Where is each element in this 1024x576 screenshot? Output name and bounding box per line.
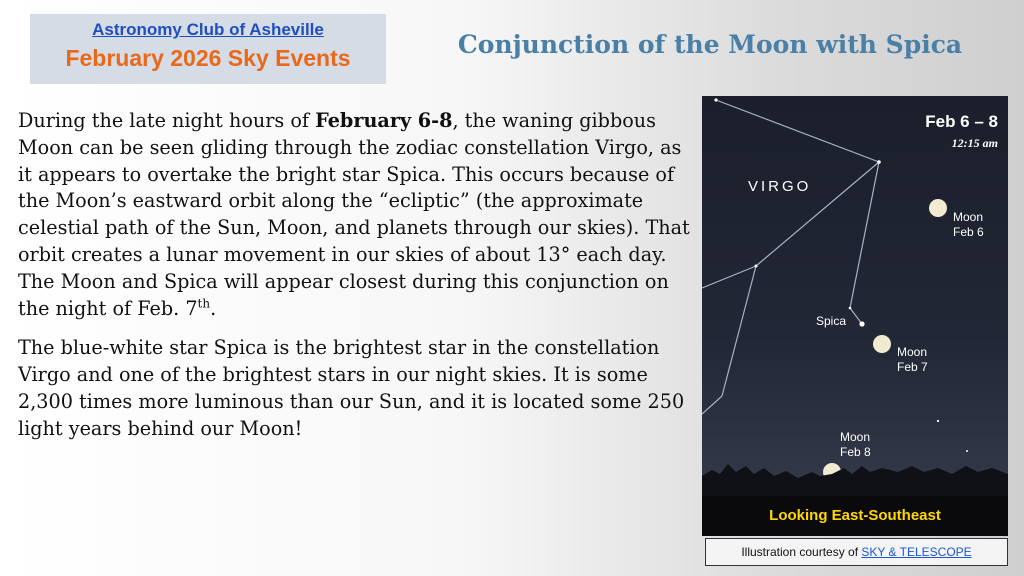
- p1-superscript: th: [197, 296, 211, 311]
- constellation-lines: [702, 100, 879, 414]
- spica-label: Spica: [816, 314, 847, 328]
- moon-feb7-line2: Feb 7: [897, 360, 928, 374]
- credit-prefix: Illustration courtesy of: [741, 545, 862, 559]
- p1-pre: During the late night hours of: [18, 109, 316, 132]
- sky-telescope-link[interactable]: SKY & TELESCOPE: [861, 545, 972, 559]
- p1-end: .: [210, 296, 217, 320]
- event-title: February 2026 Sky Events: [65, 45, 351, 71]
- moon-feb8-line1: Moon: [840, 430, 871, 444]
- moon-feb6-line2: Feb 6: [953, 225, 984, 239]
- moon-feb7-line1: Moon: [897, 345, 928, 359]
- slide-title: Conjunction of the Moon with Spica: [457, 30, 963, 59]
- p1-bold-dates: February 6-8: [315, 109, 453, 132]
- body-text: [18, 108, 690, 456]
- virgo-label: VIRGO: [748, 178, 812, 195]
- moon-feb6-line1: Moon: [953, 210, 984, 224]
- moon-feb6-icon: [929, 199, 947, 217]
- treeline-silhouette: [702, 464, 1008, 496]
- moon-feb6-label: [953, 210, 984, 240]
- time-label: 12:15 am: [951, 136, 998, 150]
- club-badge: [30, 14, 386, 84]
- spica-star: [859, 321, 864, 326]
- moon-feb8-label: [840, 430, 871, 460]
- paragraph-2: The blue-white star Spica is the brightest star in the constellation Virgo and one of the brightest stars in our night skies. It is some 2,300 times more luminous than our Sun, and it is located some 250 light years behind our Moon!: [18, 336, 685, 440]
- date-range-label: Feb 6 – 8: [925, 112, 998, 131]
- looking-direction-banner: Looking East-Southeast: [702, 496, 1008, 536]
- moon-feb7-icon: [873, 335, 891, 353]
- moon-feb8-line2: Feb 8: [840, 445, 871, 459]
- illustration-credit: [705, 538, 1008, 566]
- club-name-link[interactable]: Astronomy Club of Asheville: [92, 20, 324, 39]
- constellation-drawing: [702, 96, 1008, 536]
- moon-feb7-label: [897, 345, 928, 375]
- p1-post: , the waning gibbous Moon can be seen gliding through the zodiac constellation Virgo, as it appears to overtake the bright star Spica. This occurs because of the Moon’s eastward orbit along the “ecliptic” (the approximate celestial path of the Sun, Moon, and planets through our skies). That orbit creates a lunar movement in our skies of about 13° each day. The Moon and Spica will appear closest during this conjunction on the night of Feb. 7: [18, 109, 690, 320]
- paragraph-1: [18, 108, 690, 322]
- stars: [714, 98, 968, 452]
- sky-illustration: [702, 96, 1008, 536]
